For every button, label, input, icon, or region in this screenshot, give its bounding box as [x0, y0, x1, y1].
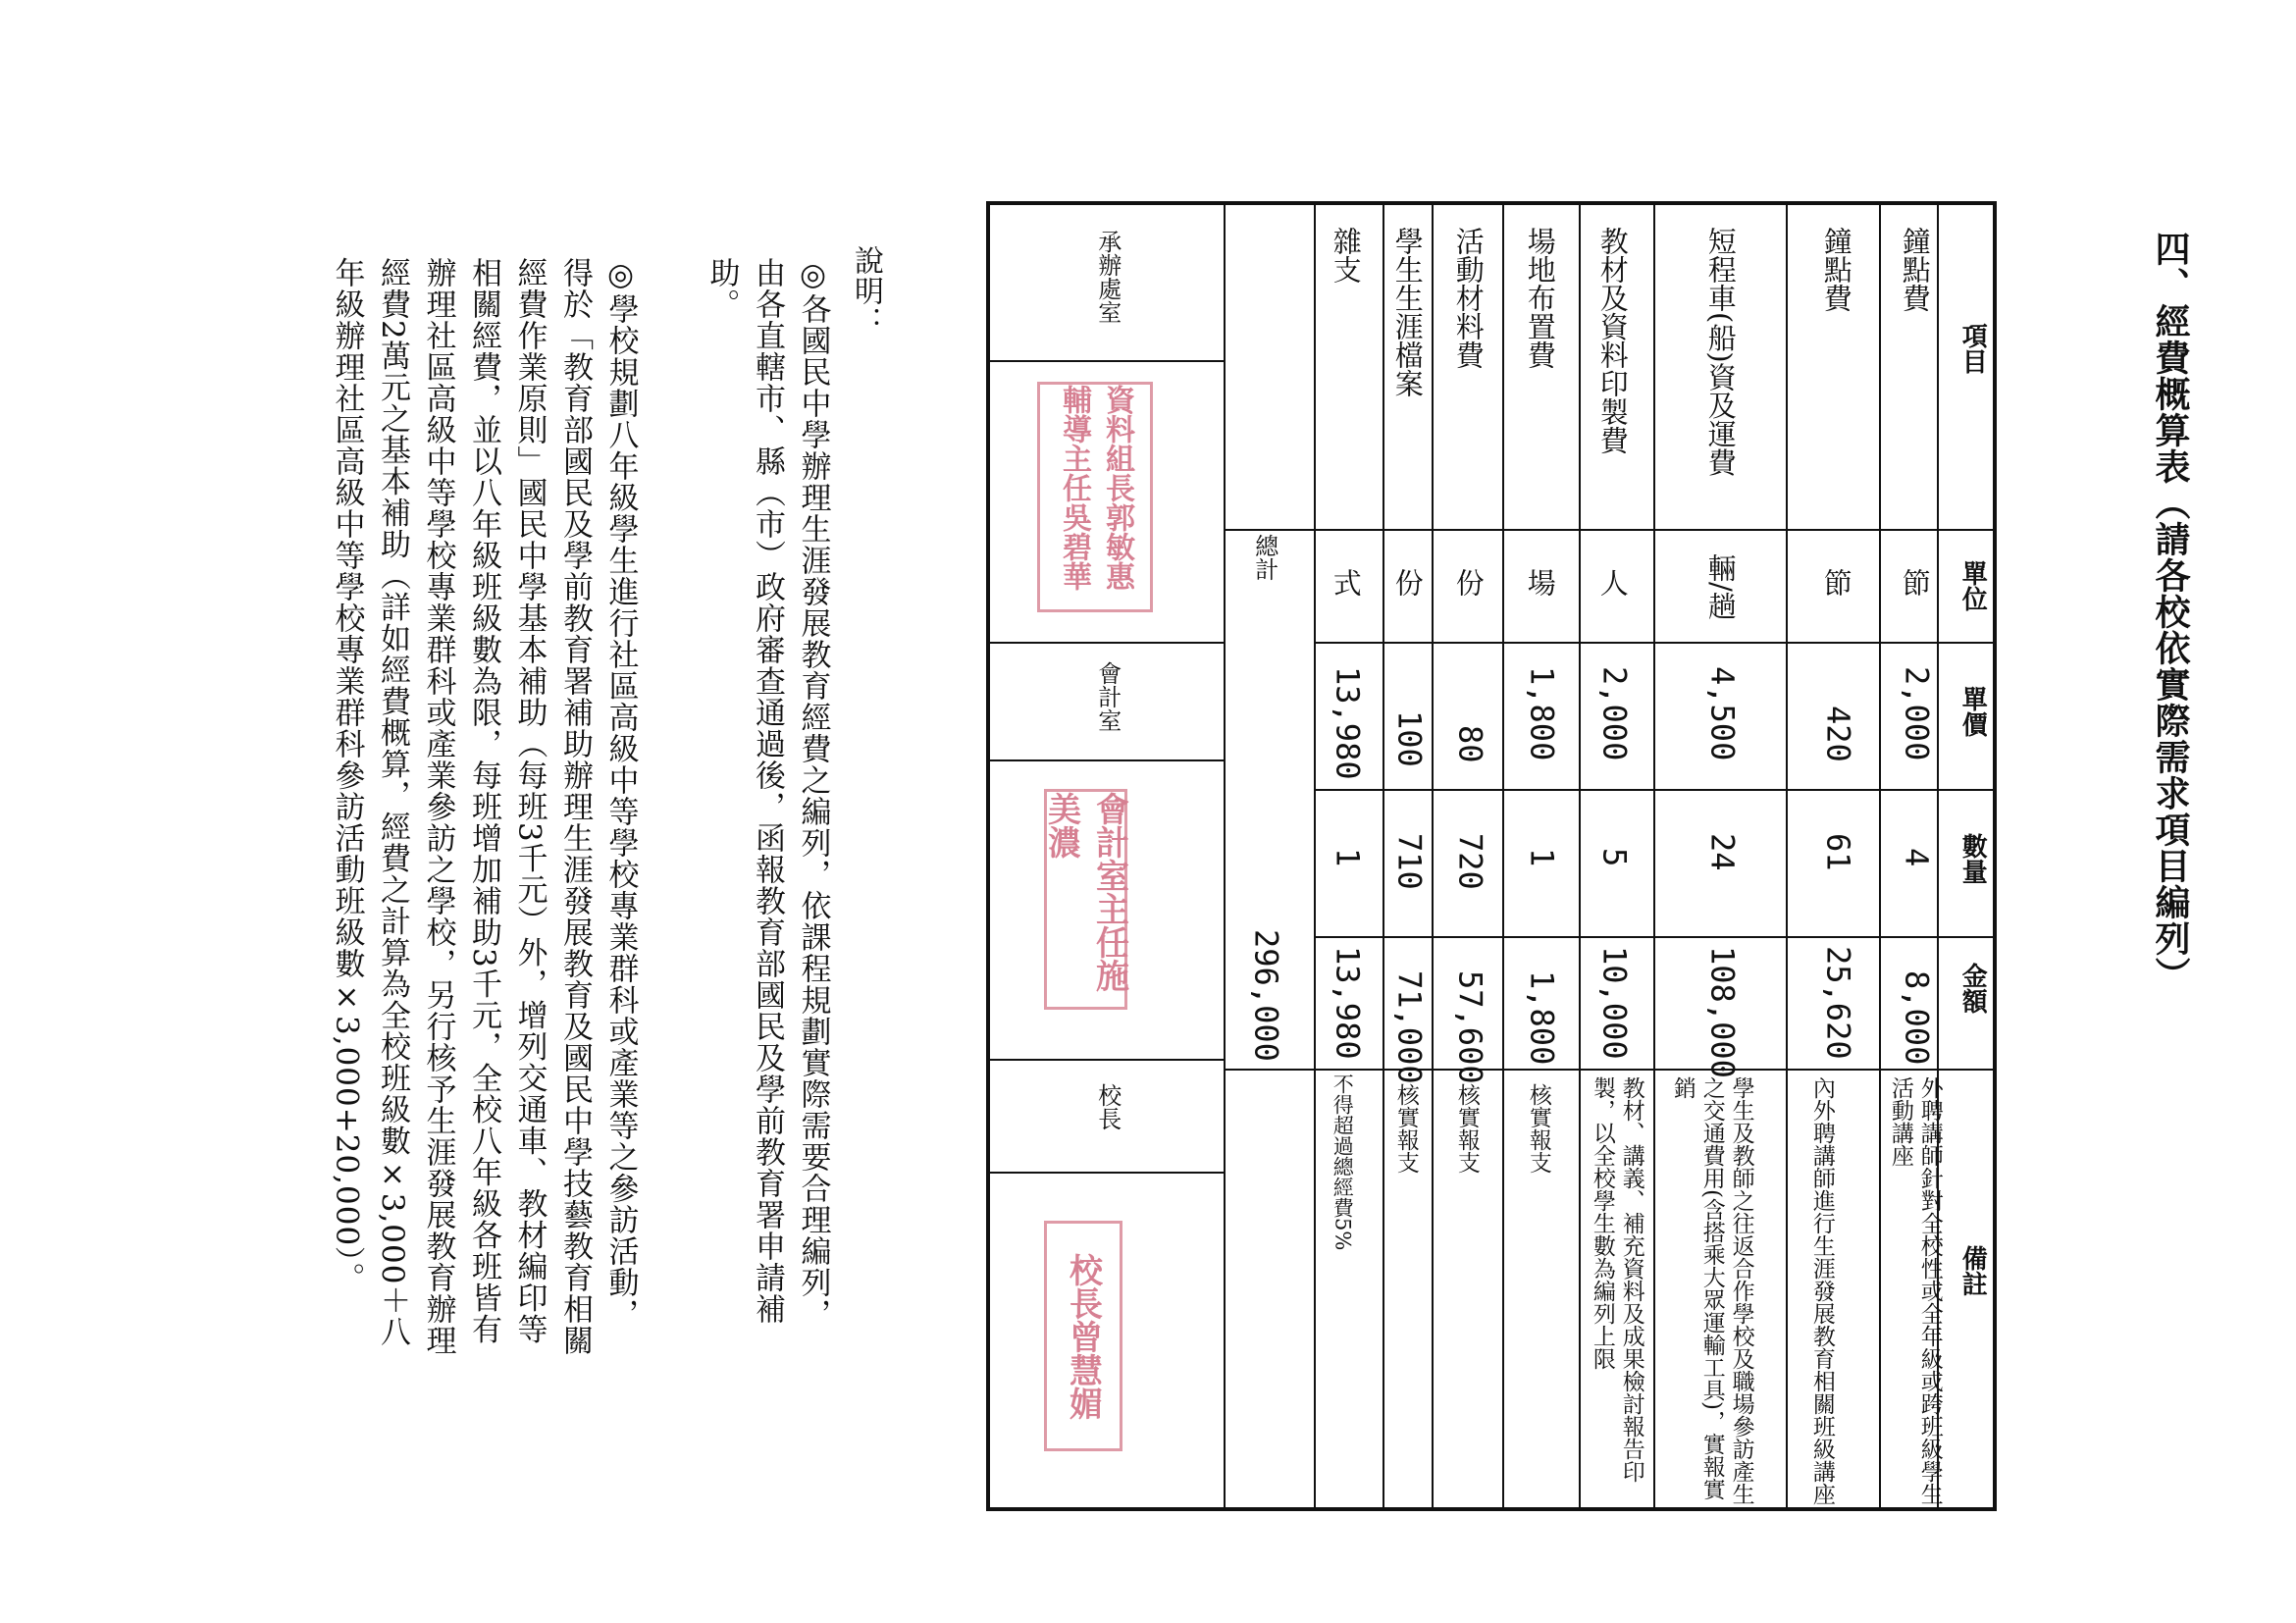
row-6-note: 核實報支 — [1453, 1083, 1480, 1174]
row-3-item: 短程車(船)資及運費 — [1703, 227, 1738, 477]
row-3-note: 學生及教師之往返合作學校及職場參訪產生之交通費用(含搭乘大眾運輸工具)，實報實銷 — [1669, 1076, 1754, 1505]
row-4-item: 教材及資料印製費 — [1595, 227, 1630, 454]
row-8-price: 13,980 — [1329, 666, 1367, 780]
row-3-qty: 24 — [1703, 833, 1742, 871]
row-5-unit: 場 — [1523, 568, 1557, 597]
row-2-item: 鐘點費 — [1819, 227, 1853, 312]
row-1-qty: 4 — [1898, 848, 1936, 867]
budget-table — [986, 201, 1997, 1511]
row-1-unit: 節 — [1898, 568, 1932, 597]
row-4-unit: 人 — [1595, 568, 1630, 597]
explanation-heading: 說明： — [849, 245, 883, 337]
row-5-item: 場地布置費 — [1523, 227, 1557, 369]
explanation-p1: ◎各國民中學辦理生涯發展教育經費之編列，依課程規劃實際需要合理編列，由各直轄市、縣（市）政府審查通過後，函報教育部國民及學前教育署申請補助。 — [704, 257, 831, 1330]
row-4-note: 教材、講義、補充資料及成果檢討報告印製，以全校學生數為編列上限 — [1589, 1076, 1644, 1483]
row-6-unit: 份 — [1451, 568, 1486, 597]
row-4-price: 2,000 — [1595, 666, 1634, 761]
row-5-price: 1,800 — [1523, 666, 1561, 761]
header-item: 項目 — [1957, 323, 1988, 374]
office-label: 承辦處室 — [1093, 230, 1122, 324]
row-2-note: 內外聘講師進行生涯發展教育相關班級講座 — [1808, 1076, 1835, 1505]
row-3-amount: 108,000 — [1703, 946, 1742, 1078]
row-5-note: 核實報支 — [1525, 1083, 1551, 1174]
row-1-amount: 8,000 — [1898, 970, 1936, 1066]
row-5-amount: 1,800 — [1523, 970, 1561, 1066]
row-7-amount: 71,000 — [1390, 970, 1429, 1084]
row-1-price: 2,000 — [1898, 666, 1936, 761]
row-3-price: 4,500 — [1703, 666, 1742, 761]
accounting-label: 會計室 — [1093, 661, 1122, 732]
row-6-item: 活動材料費 — [1451, 227, 1486, 369]
row-7-note: 核實報支 — [1392, 1083, 1419, 1174]
header-price: 單價 — [1957, 686, 1988, 737]
row-7-price: 100 — [1390, 710, 1429, 767]
row-6-price: 80 — [1451, 725, 1489, 763]
row-8-note: 不得超過總經費5% — [1331, 1073, 1355, 1251]
total-label: 總計 — [1250, 534, 1278, 581]
total-amount: 296,000 — [1247, 929, 1285, 1062]
page-title: 四、經費概算表（請各校依實際需求項目編列） — [2150, 231, 2191, 993]
explanation-p2: ◎學校規劃八年級學生進行社區高級中等學校專業群科或產業等之參訪活動，得於「教育部國民及學前教育署補助辦理生涯發展教育及國民中學技藝教育相關經費作業原則」國民中學基本補助（每班3千元）外，增列交通車、教材編印等相關經費，並以八年級班級數為限，每班增加補助3千元，全校八年級各班皆有辦理社區高級中等學校專業群科或產業參訪之學校，另行核予生涯發展教育辦理經費2萬元之基本補助（詳如經費概算，經費之計算為全校班級數×3,000＋八年級辦理社區高級中等學校專業群科參訪活動班級數×3,000+20,000）。 — [329, 257, 639, 1356]
accounting-stamp: 會計室主任施美濃 — [1044, 789, 1127, 1010]
header-note: 備註 — [1957, 1245, 1988, 1296]
row-6-amount: 57,600 — [1451, 970, 1489, 1084]
principal-label: 校長 — [1093, 1083, 1122, 1130]
header-unit: 單位 — [1957, 560, 1988, 611]
row-8-unit: 式 — [1329, 568, 1363, 597]
row-7-item: 學生生涯檔案 — [1390, 227, 1425, 397]
row-1-item: 鐘點費 — [1898, 227, 1932, 312]
header-qty: 數量 — [1957, 833, 1988, 884]
row-1-note: 外聘講師針對全校性或全年級或跨班級學生活動講座 — [1887, 1076, 1943, 1505]
row-4-amount: 10,000 — [1595, 946, 1634, 1060]
principal-stamp: 校長曾慧媚 — [1044, 1221, 1122, 1451]
row-8-item: 雜支 — [1329, 227, 1363, 284]
row-2-qty: 61 — [1819, 833, 1857, 871]
row-8-qty: 1 — [1329, 848, 1367, 867]
row-5-qty: 1 — [1523, 848, 1561, 867]
row-7-unit: 份 — [1390, 568, 1425, 597]
row-7-qty: 710 — [1390, 833, 1429, 890]
row-3-unit: 輛/趟 — [1703, 553, 1738, 620]
header-amount: 金額 — [1957, 963, 1988, 1014]
office-stamp: 資料組長郭敏惠 輔導主任吳碧華 — [1037, 382, 1153, 612]
row-8-amount: 13,980 — [1329, 946, 1367, 1060]
row-6-qty: 720 — [1451, 833, 1489, 890]
row-2-amount: 25,620 — [1819, 946, 1857, 1060]
row-2-price: 420 — [1819, 706, 1857, 762]
row-4-qty: 5 — [1595, 848, 1634, 867]
row-2-unit: 節 — [1819, 568, 1853, 597]
